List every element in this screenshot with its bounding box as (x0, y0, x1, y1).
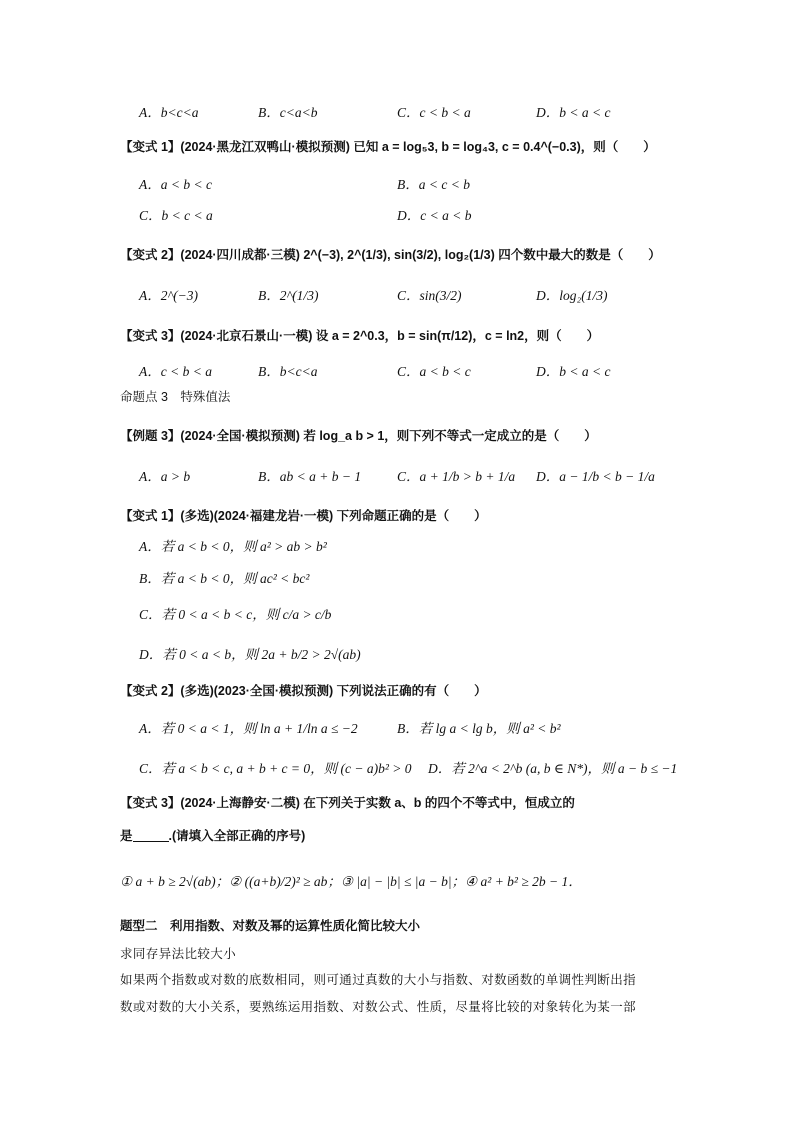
method-title: 求同存异法比较大小 (120, 946, 237, 961)
option-b: B．c<a<b (258, 105, 318, 120)
paragraph-text: 数或对数的大小关系，要熟练运用指数、对数公式、性质，尽量将比较的对象转化为某一部 (120, 999, 637, 1014)
paragraph-line (0, 967, 794, 993)
option-a: A．b<c<a (139, 105, 199, 120)
question (0, 134, 794, 160)
option-c: C．b < c < a (139, 208, 213, 223)
answer-blank[interactable] (133, 827, 169, 842)
question (0, 503, 794, 529)
question (0, 242, 794, 268)
method-heading (0, 941, 794, 967)
option-d: D．若 0 < a < b，则 2a + b/2 > 2√(ab) (139, 647, 361, 662)
option-line (0, 534, 794, 560)
options-row (0, 203, 794, 229)
option-d: D．c < a < b (397, 208, 472, 223)
option-line (0, 602, 794, 628)
option-a: A．a > b (139, 469, 191, 484)
paragraph-text: 如果两个指数或对数的底数相同，则可通过真数的大小与指数、对数函数的单调性判断出指 (120, 972, 637, 987)
option-c: C．a < b < c (397, 364, 471, 379)
question-text-start: 是 (120, 829, 133, 843)
answer-choices (0, 869, 794, 895)
options-row (0, 756, 794, 782)
options-row (0, 172, 794, 198)
options-row (0, 716, 794, 742)
option-d: D．log₂(1/3) (536, 288, 608, 303)
option-d: D．b < a < c (536, 364, 611, 379)
option-c: C．a + 1/b > b + 1/a (397, 469, 516, 484)
option-d: D．b < a < c (536, 105, 611, 120)
option-d: D．若 2^a < 2^b (a, b ∈ N*)，则 a − b ≤ −1 (428, 761, 678, 776)
question-text-end: .(请填入全部正确的序号) (168, 829, 306, 843)
option-line (0, 642, 794, 668)
question (0, 323, 794, 349)
question (0, 423, 794, 449)
type-heading (0, 913, 794, 939)
option-a: A．a < b < c (139, 177, 212, 192)
question-text: 【例题 3】(2024·全国·模拟预测) 若 log_a b > 1，则下列不等式一定成立的是（ ） (120, 429, 597, 443)
option-a: A．若 0 < a < 1，则 ln a + 1/ln a ≤ −2 (139, 721, 358, 736)
section-title: 命题点 3 特殊值法 (120, 390, 231, 404)
question-continued (0, 823, 794, 849)
option-b: B．若 a < b < 0，则 ac² < bc² (139, 571, 310, 586)
option-a: A．2^(−3) (139, 288, 199, 303)
option-c: C．若 a < b < c, a + b + c = 0，则 (c − a)b² > 0 (139, 761, 412, 776)
question-text: 【变式 3】(2024·北京石景山·一模) 设 a = 2^0.3，b = sin(π/12)，c = ln2，则（ ） (120, 329, 600, 343)
option-a: A．若 a < b < 0，则 a² > ab > b² (139, 539, 327, 554)
option-a: A．c < b < a (139, 364, 212, 379)
inequality-list: ① a + b ≥ 2√(ab)；② ((a+b)/2)² ≥ ab；③ |a| − |b| ≤ |a − b|；④ a² + b² ≥ 2b − 1． (120, 874, 582, 889)
option-b: B．ab < a + b − 1 (258, 469, 362, 484)
option-line (0, 566, 794, 592)
option-c: C．sin(3/2) (397, 288, 462, 303)
question-text: 【变式 1】(2024·黑龙江双鸭山·模拟预测) 已知 a = log₅3, b = log₄3, c = 0.4^(−0.3)，则（ ） (120, 140, 656, 154)
question (0, 678, 794, 704)
options-row (0, 464, 794, 490)
type-title: 题型二 利用指数、对数及幂的运算性质化简比较大小 (120, 919, 421, 933)
option-c: C．若 0 < a < b < c，则 c/a > c/b (139, 607, 332, 622)
question-text: 【变式 1】(多选)(2024·福建龙岩·一模) 下列命题正确的是（ ） (120, 509, 487, 523)
options-row (0, 283, 794, 309)
option-d: D．a − 1/b < b − 1/a (536, 469, 655, 484)
question-text: 【变式 2】(多选)(2023·全国·模拟预测) 下列说法正确的有（ ） (120, 684, 487, 698)
option-c: C．c < b < a (397, 105, 471, 120)
option-b: B．a < c < b (397, 177, 470, 192)
options-row (0, 359, 794, 385)
option-b: B．若 lg a < lg b，则 a² < b² (397, 721, 561, 736)
section-heading (0, 384, 794, 410)
paragraph-line (0, 994, 794, 1020)
question-text: 【变式 3】(2024·上海静安·二模) 在下列关于实数 a、b 的四个不等式中，恒成立的 (120, 796, 575, 810)
question-text: 【变式 2】(2024·四川成都·三模) 2^(−3), 2^(1/3), sin(3/2), log₂(1/3) 四个数中最大的数是（ ） (120, 248, 661, 262)
option-b: B．2^(1/3) (258, 288, 319, 303)
question (0, 790, 794, 816)
options-row (0, 100, 794, 126)
option-b: B．b<c<a (258, 364, 318, 379)
question-text-continued (120, 823, 305, 849)
